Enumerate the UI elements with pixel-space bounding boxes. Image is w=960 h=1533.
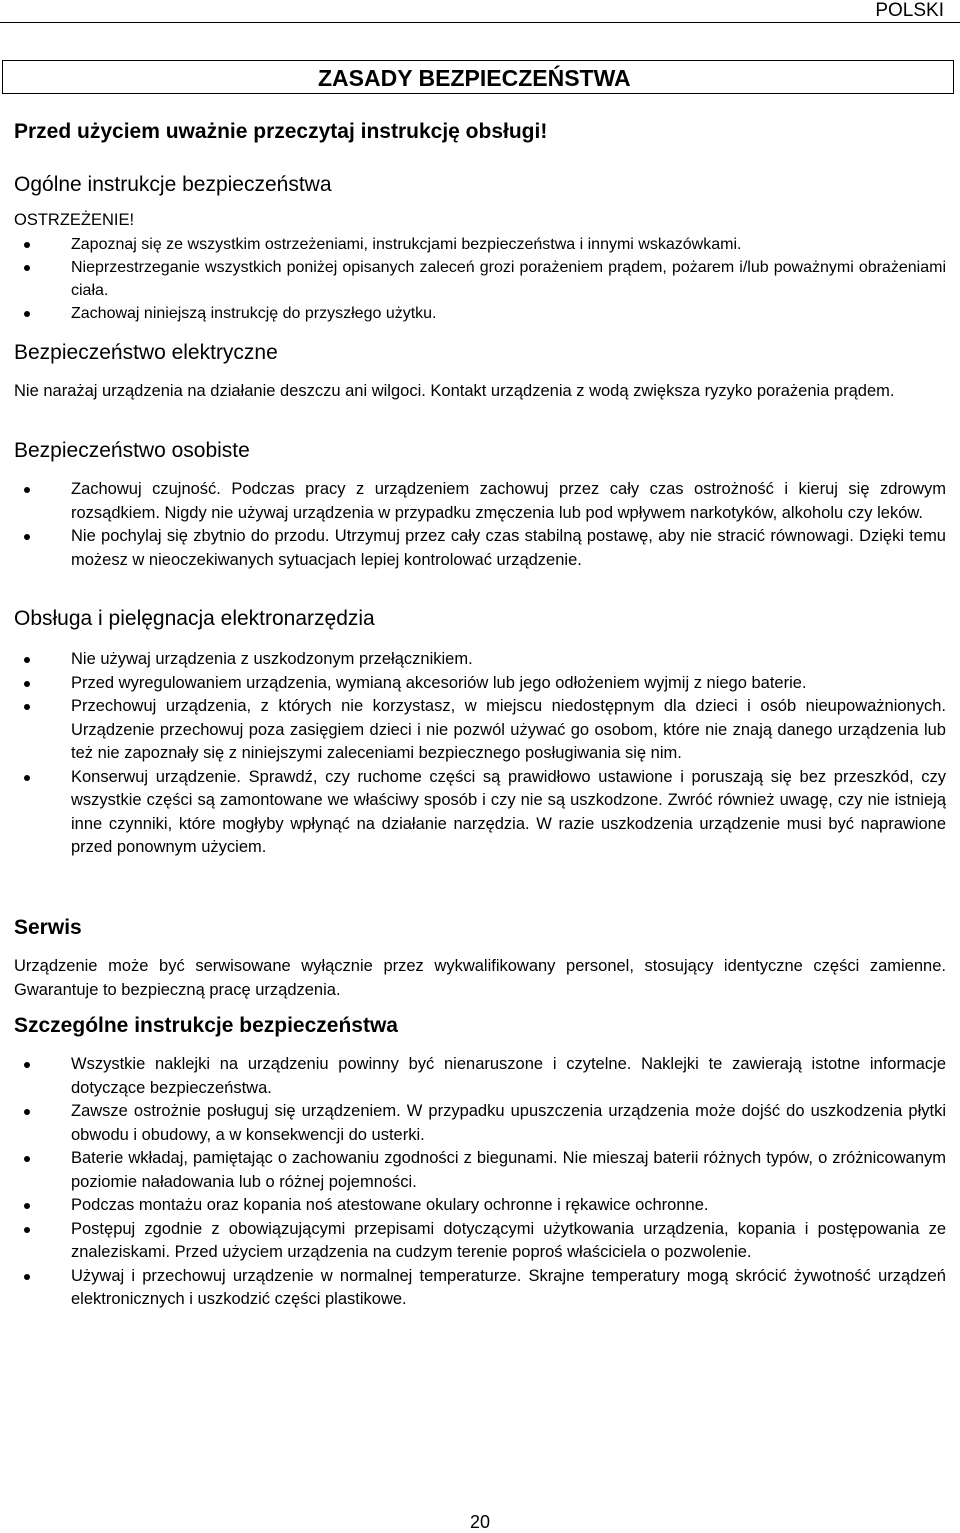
bullet-icon (24, 1109, 30, 1115)
specific-list (14, 1053, 946, 1312)
list-item (14, 525, 946, 572)
list-item-text: Baterie wkładaj, pamiętając o zachowaniu zgodności z biegunami. Nie mieszaj baterii różnych typów, o zróżnicowanym poziomie naładowania lub o różnej pojemności. (71, 1149, 946, 1191)
bullet-icon (24, 681, 30, 687)
bullet-icon (24, 265, 30, 271)
bullet-icon (24, 534, 30, 540)
list-item-text: Postępuj zgodnie z obowiązującymi przepisami dotyczącymi użytkowania urządzenia, kopania i postępowania ze znaleziskami. Przed użyciem urządzenia na cudzym terenie poproś właściciela o pozwolenie. (71, 1219, 946, 1261)
bullet-icon (24, 1274, 30, 1280)
maintenance-heading: Obsługa i pielęgnacja elektronarzędzia (14, 607, 375, 630)
list-item-text: Nie pochylaj się zbytnio do przodu. Utrzymuj przez cały czas stabilną postawę, aby nie stracić równowagi. Dzięki temu możesz w nieoczekiwanych sytuacjach lepiej kontrolować urządzenie. (71, 527, 946, 569)
bullet-icon (24, 487, 30, 493)
list-item (14, 256, 946, 302)
list-item (14, 1147, 946, 1194)
list-item (14, 1218, 946, 1265)
bullet-icon (24, 311, 30, 317)
page-title: ZASADY BEZPIECZEŃSTWA (318, 65, 631, 91)
list-item (14, 1265, 946, 1312)
list-item-text: Zapoznaj się ze wszystkim ostrzeżeniami, instrukcjami bezpieczeństwa i innymi wskazówkami. (71, 236, 742, 253)
general-heading: Ogólne instrukcje bezpieczeństwa (14, 173, 332, 196)
personal-list (14, 478, 946, 572)
service-text: Urządzenie może być serwisowane wyłącznie przez wykwalifikowany personel, stosujący identyczne części zamienne. Gwarantuje to bezpieczną pracę urządzenia. (14, 957, 946, 999)
personal-heading: Bezpieczeństwo osobiste (14, 439, 250, 462)
list-item (14, 695, 946, 766)
list-item-text: Zachowaj niniejszą instrukcję do przyszłego użytku. (71, 305, 437, 322)
read-instructions-heading: Przed użyciem uważnie przeczytaj instrukcję obsługi! (14, 120, 548, 143)
list-item-text: Zawsze ostrożnie posługuj się urządzeniem. W przypadku upuszczenia urządzenia może dojść do uszkodzenia płytki obwodu i obudowy, a w konsekwencji do usterki. (71, 1102, 946, 1144)
bullet-icon (24, 704, 30, 710)
list-item (14, 766, 946, 860)
list-item-text: Zachowuj czujność. Podczas pracy z urządzeniem zachowuj przez cały czas ostrożność i kieruj się zdrowym rozsądkiem. Nigdy nie używaj urządzenia w przypadku zmęczenia lub pod wpływem narkotyków, alkoholu czy leków. (71, 480, 946, 522)
list-item-text: Podczas montażu oraz kopania noś atestowane okulary ochronne i rękawice ochronne. (71, 1196, 709, 1214)
bullet-icon (24, 1156, 30, 1162)
list-item (14, 1100, 946, 1147)
electrical-text: Nie narażaj urządzenia na działanie deszczu ani wilgoci. Kontakt urządzenia z wodą zwiększa ryzyko porażenia prądem. (14, 382, 895, 400)
list-item-text: Konserwuj urządzenie. Sprawdź, czy ruchome części są prawidłowo ustawione i poruszają się bez przeszkód, czy wszystkie części są zamontowane we właściwy sposób i czy nie są uszkodzone. Zwróć również uwagę, czy nie istnieją inne czynniki, które mogłyby wpłynąć na działanie narzędzia. W razie uszkodzenia urządzenie musi być naprawione przed ponownym użyciem. (71, 767, 946, 856)
page-number: 20 (469, 1512, 491, 1532)
list-item-text: Używaj i przechowuj urządzenie w normalnej temperaturze. Skrajne temperatury mogą skrócić żywotność urządzeń elektronicznych i uszkodzić części plastikowe. (71, 1266, 946, 1308)
list-item-text: Przed wyregulowaniem urządzenia, wymianą akcesoriów lub jego odłożeniem wyjmij z niego baterie. (71, 673, 807, 692)
list-item (14, 672, 946, 696)
service-heading: Serwis (14, 916, 82, 939)
list-item (14, 648, 946, 672)
list-item-text: Nieprzestrzeganie wszystkich poniżej opisanych zaleceń grozi porażeniem prądem, pożarem i/lub poważnymi obrażeniami ciała. (71, 259, 946, 299)
list-item-text: Przechowuj urządzenia, z których nie korzystasz, w miejscu niedostępnym dla dzieci i osób nieupoważnionych. Urządzenie przechowuj poza zasięgiem dzieci i nie pozwól używać go osobom, które nie znają danego urządzenia lub też nie zapoznały się z niniejszymi zaleceniami bezpiecznego posługiwania się nim. (71, 697, 946, 762)
electrical-heading: Bezpieczeństwo elektryczne (14, 341, 278, 364)
title-box (2, 60, 954, 94)
list-item (14, 302, 946, 325)
bullet-icon (24, 657, 30, 663)
bullet-icon (24, 1062, 30, 1068)
bullet-icon (24, 775, 30, 781)
list-item (14, 478, 946, 525)
bullet-icon (24, 242, 30, 248)
list-item (14, 1053, 946, 1100)
list-item-text: Nie używaj urządzenia z uszkodzonym przełącznikiem. (71, 650, 473, 668)
warning-label: OSTRZEŻENIE! (14, 211, 135, 229)
maintenance-list (14, 648, 946, 860)
bullet-icon (24, 1227, 30, 1233)
list-item-text: Wszystkie naklejki na urządzeniu powinny być nienaruszone i czytelne. Naklejki te zawierają istotne informacje dotyczące bezpieczeństwa. (71, 1055, 946, 1097)
language-header: POLSKI (0, 0, 960, 23)
specific-heading: Szczególne instrukcje bezpieczeństwa (14, 1014, 398, 1037)
bullet-icon (24, 1203, 30, 1209)
list-item (14, 233, 946, 256)
general-list (14, 233, 946, 325)
list-item (14, 1194, 946, 1218)
